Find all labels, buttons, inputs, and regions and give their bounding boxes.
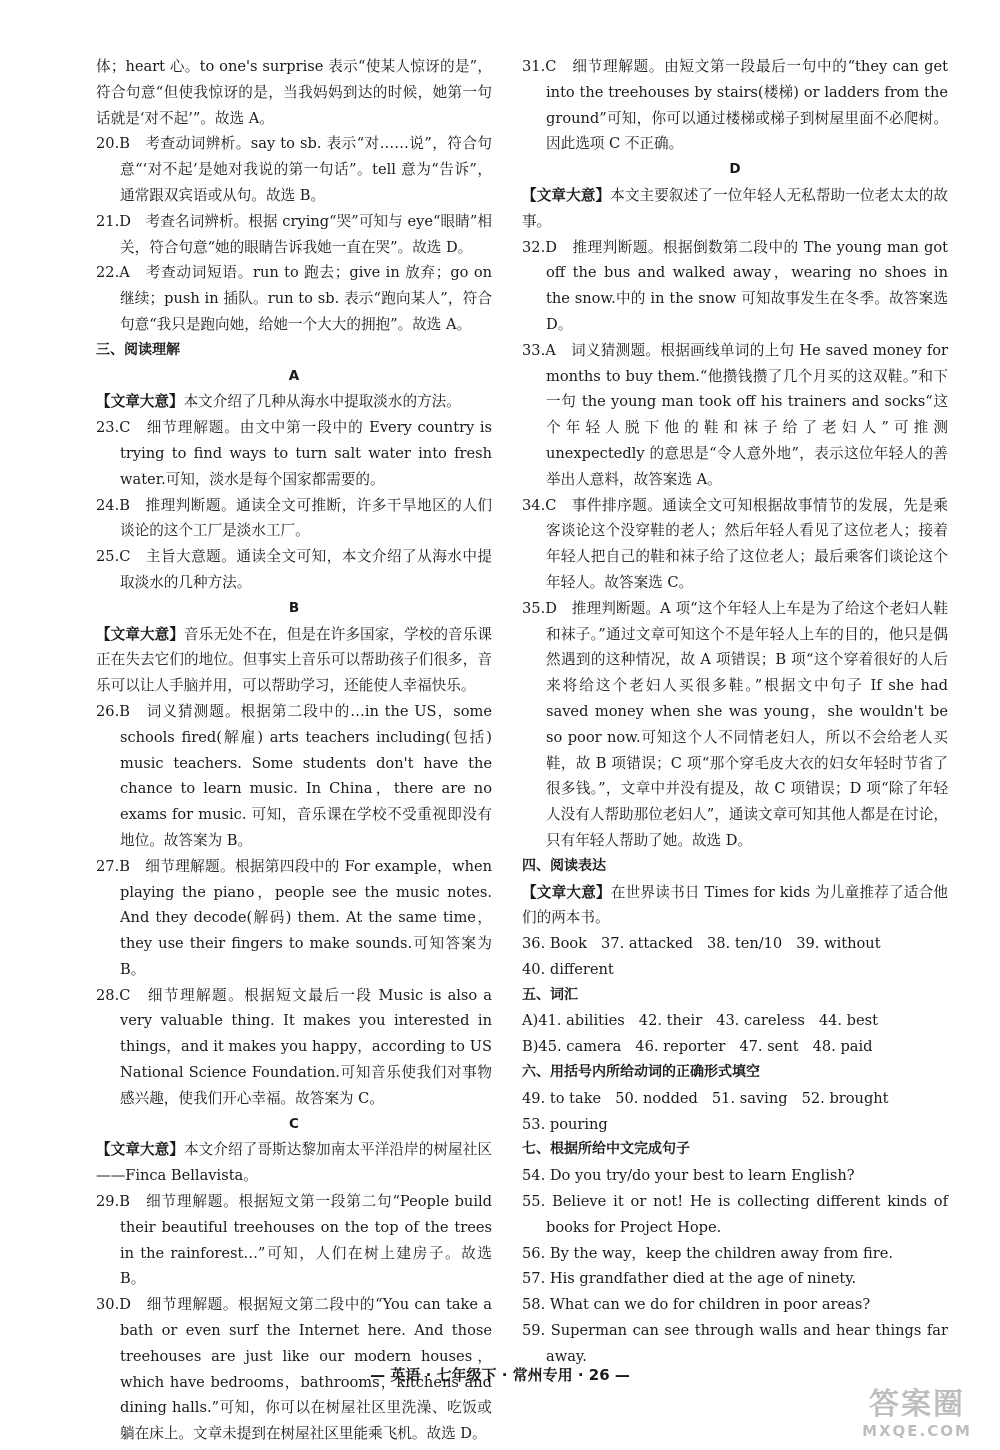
section-3-heading: 三、阅读理解 — [96, 341, 180, 358]
answer-46: 46. reporter — [635, 1038, 726, 1056]
answers-41-44 — [522, 1008, 948, 1034]
answer-33: 33.A 词义猜测题。根据画线单词的上句 He saved money for months to buy them.“他攒钱攒了几个月买的这双鞋。”和下一句 the young man took off his trainers and socks“这个年轻人脱下他的鞋和袜子给了老妇人”可推测 unexpectedly 的意思是“令人意外地”，表示这位年轻人的善举出人意料，故答案选 A。 — [522, 341, 948, 488]
answer-29: 29.B 细节理解题。根据短文第一段第二句“People build their beautiful treehouses on the top of the trees in the rainforest…”可知，人们在树上建房子。故选 B。 — [96, 1193, 492, 1288]
passage-d-label: D — [729, 161, 741, 178]
answer-22: 22.A 考查动词短语。run to 跑去；give in 放弃；go on 继续；push in 插队。run to sb. 表示“跑向某人”，符合句意“我只是跑向她，给她一个大大的拥抱”。故选 A。 — [96, 264, 492, 333]
summary-tag: 【文章大意】 — [96, 393, 184, 411]
summary-text: 本文主要叙述了一位年轻人无私帮助一位老太太的故事。 — [522, 186, 948, 230]
answer-25: 25.C 主旨大意题。通读全文可知，本文介绍了从海水中提取淡水的几种方法。 — [96, 548, 492, 591]
answer-44: 44. best — [818, 1012, 879, 1030]
answer-27: 27.B 细节理解题。根据第四段中的 For example，when playing the piano，people see the music notes. And they decode(解码) them. At the same time，they use their fingers to make sounds.可知答案为 B。 — [96, 857, 492, 978]
summary-tag: 【文章大意】 — [96, 1141, 185, 1159]
section-7-heading: 七、根据所给中文完成句子 — [522, 1141, 690, 1158]
answer-54: 54. Do you try/do your best to learn English? — [522, 1167, 855, 1185]
section-5-heading: 五、词汇 — [522, 986, 578, 1003]
answer-47: 47. sent — [739, 1038, 799, 1056]
answer-36: 36. Book — [522, 935, 587, 953]
answer-21: 21.D 考查名词辨析。根据 crying“哭”可知与 eye“眼睛”相关，符合句意“她的眼睛告诉我她一直在哭”。故选 D。 — [96, 212, 492, 256]
summary-tag: 【文章大意】 — [522, 186, 611, 204]
answer-26: 26.B 词义猜测题。根据第二段中的…in the US，some schools fired(解雇) arts teachers including(包括) music teachers. Some students don't have the chance to learn music. In China，there are no exams for music. 可知，音乐课在学校不受重视即没有地位。故答案为 B。 — [96, 702, 492, 849]
answer-45: B)45. camera — [522, 1038, 622, 1056]
answer-39: 39. without — [796, 935, 881, 953]
summary-tag: 【文章大意】 — [522, 883, 611, 901]
summary-tag: 【文章大意】 — [96, 625, 185, 643]
passage-a-summary — [96, 389, 492, 415]
answer-28: 28.C 细节理解题。根据短文最后一段 Music is also a very valuable thing. It makes you interested in things，and it makes you happy，according to US National Science Foundation.可知音乐使我们对事物感兴趣，使我们开心幸福。故答案为 C。 — [96, 986, 492, 1107]
answer-51: 51. saving — [711, 1089, 788, 1107]
watermark-top: 答案圈 — [869, 1387, 965, 1422]
answers-49-52 — [522, 1086, 948, 1112]
passage-c-label: C — [289, 1115, 299, 1132]
answer-52: 52. brought — [801, 1089, 889, 1107]
q19-continuation: 体；heart 心。to one's surprise 表示“使某人惊讶的是”，符合句意“但使我惊讶的是，当我妈妈到达的时候，她第一句话就是‘对不起’”。故选 A。 — [96, 58, 492, 127]
answer-34: 34.C 事件排序题。通读全文可知根据故事情节的发展，先是乘客谈论这个没穿鞋的老人；然后年轻人看见了这位老人；接着年轻人把自己的鞋和袜子给了这位老人；最后乘客们谈论这个年轻人。故答案选 C。 — [522, 496, 948, 591]
answer-23: 23.C 细节理解题。由文中第一段中的 Every country is trying to find ways to turn salt water into fresh water.可知，淡水是每个国家都需要的。 — [96, 419, 492, 488]
answer-58: 58. What can we do for children in poor areas? — [522, 1296, 871, 1314]
answer-31: 31.C 细节理解题。由短文第一段最后一句中的“they can get into the treehouses by stairs(楼梯) or ladders from the ground”可知，你可以通过楼梯或梯子到树屋里面不必爬树。因此选项 C 不正确。 — [522, 58, 948, 153]
watermark-logo — [852, 1388, 982, 1444]
summary-text: 音乐无处不在，但是在许多国家，学校的音乐课正在失去它们的地位。但事实上音乐可以帮助孩子们很多，音乐可以让人手脑并用，可以帮助学习，还能使人幸福快乐。 — [96, 625, 492, 695]
summary-text: 本文介绍了几种从海水中提取淡水的方法。 — [183, 393, 461, 411]
answer-40: 40. different — [522, 960, 614, 978]
answer-56: 56. By the way，keep the children away from fire. — [522, 1244, 893, 1262]
passage-b-label: B — [288, 599, 300, 616]
section-6-heading: 六、用括号内所给动词的正确形式填空 — [522, 1064, 760, 1081]
answers-45-48 — [522, 1034, 948, 1060]
passage-b-summary — [96, 622, 492, 699]
answers-36-39 — [522, 931, 948, 957]
answer-42: 42. their — [638, 1012, 703, 1030]
watermark-bottom: MXQE.COM — [862, 1422, 972, 1440]
answer-43: 43. careless — [716, 1012, 805, 1030]
answer-55: 55. Believe it or not! He is collecting different kinds of books for Project Hope. — [522, 1193, 948, 1236]
answer-48: 48. paid — [812, 1038, 873, 1056]
answer-53: 53. pouring — [522, 1115, 608, 1133]
answer-50: 50. nodded — [615, 1089, 698, 1107]
passage-c-summary — [96, 1137, 492, 1189]
section-4-heading: 四、阅读表达 — [522, 857, 606, 874]
summary-text: 在世界读书日 Times for kids 为儿童推荐了适合他们的两本书。 — [522, 883, 948, 927]
answer-35: 35.D 推理判断题。A 项“这个年轻人上车是为了给这个老妇人鞋和袜子。”通过文章可知这个不是年轻人上车的目的，他只是偶然遇到的这种情况，故 A 项错误；B 项“这个穿着很好的人后来将给这个老妇人买很多鞋。”根据文中句子 If she had saved money when she was young，she wouldn't be so poor now.可知这个人不同情老妇人，所以不会给老人买鞋，故 B 项错误；C 项“那个穿毛皮大衣的妇女年轻时节省了很多钱。”，文章中并没有提及，故 C 项错误；D 项“除了年轻人没有人帮助那位老妇人”，通读文章可知其他人都是在讨论，只有年轻人帮助了她。故选 D。 — [522, 599, 948, 849]
passage-a-label: A — [288, 367, 300, 384]
answer-59: 59. Superman can see through walls and hear things far away. — [522, 1322, 948, 1365]
answer-41: A)41. abilities — [522, 1012, 625, 1030]
answer-32: 32.D 推理判断题。根据倒数第二段中的 The young man got off the bus and walked away，wearing no shoes in the snow.中的 in the snow 可知故事发生在冬季。故答案选 D。 — [522, 238, 948, 333]
section-4-summary — [522, 880, 948, 932]
answer-24: 24.B 推理判断题。通读全文可推断，许多干旱地区的人们谈论的这个工厂是淡水工厂。 — [96, 496, 492, 540]
answer-38: 38. ten/10 — [706, 935, 783, 953]
answer-57: 57. His grandfather died at the age of ninety. — [522, 1270, 857, 1288]
answer-20: 20.B 考查动词辨析。say to sb. 表示“对……说”，符合句意“‘对不起’是她对我说的第一句话”。tell 意为“告诉”，通常跟双宾语或从句。故选 B。 — [96, 135, 492, 204]
page-footer: — 英语 · 七年级下 · 常州专用 · 26 — — [370, 1366, 630, 1384]
passage-d-summary — [522, 183, 948, 235]
answer-49: 49. to take — [522, 1089, 602, 1107]
answer-30: 30.D 细节理解题。根据短文第二段中的“You can take a bath or even surf the Internet here. And those treehouses are just like our modern houses，which have bedrooms，bathrooms，kitchens and dining halls.”可知，你可以在树屋社区里洗澡、吃饭或躺在床上。文章未提到在树屋社区里能乘飞机。故选 D。 — [96, 1296, 492, 1443]
left-column — [96, 54, 492, 1447]
answer-37: 37. attacked — [601, 935, 693, 953]
summary-text: 本文介绍了哥斯达黎加南太平洋沿岸的树屋社区——Finca Bellavista。 — [96, 1141, 492, 1185]
right-column — [522, 54, 948, 1370]
